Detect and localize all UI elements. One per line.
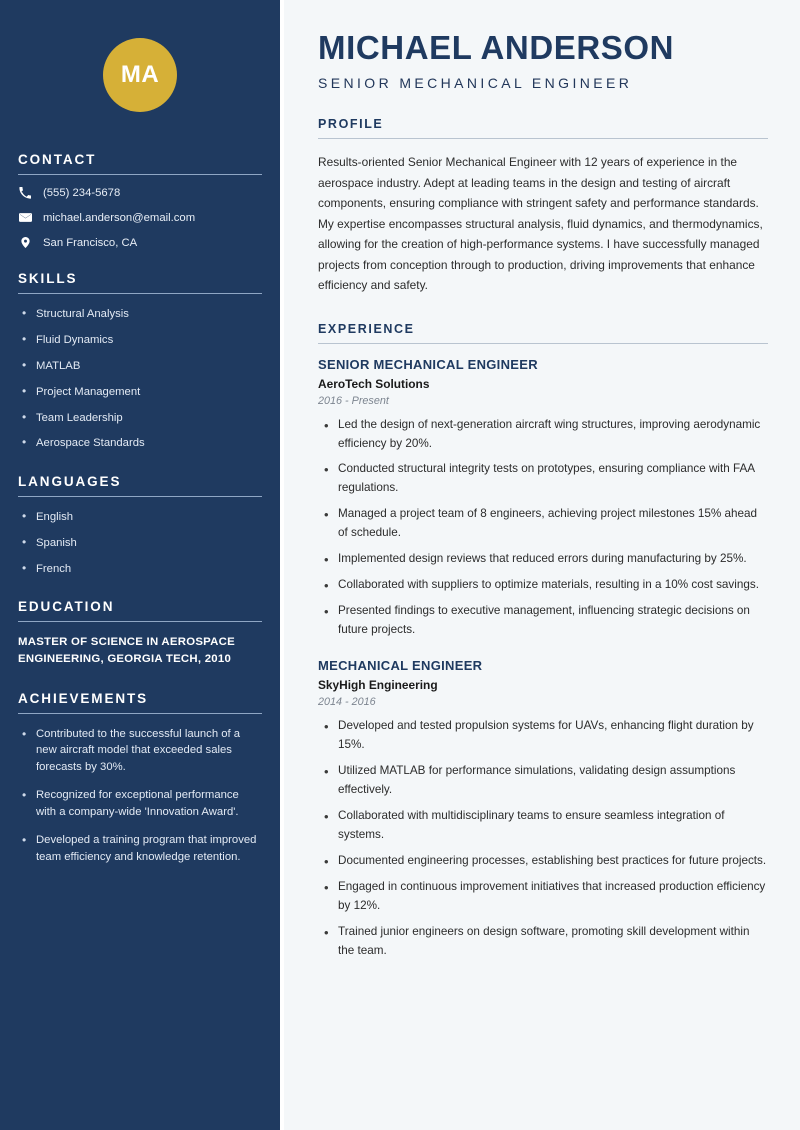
job-dates: 2014 - 2016 [318, 696, 376, 709]
list-item: • Developed a training program that improved team efficiency and knowledge retention. [18, 832, 262, 866]
list-item: • Developed and tested propulsion systems for UAVs, enhancing flight duration by 15%. [318, 717, 768, 755]
achievements-heading: ACHIEVEMENTS [18, 690, 149, 706]
professional-title: SENIOR MECHANICAL ENGINEER [318, 75, 633, 92]
contact-phone-value: (555) 234-5678 [43, 187, 121, 199]
job-company: AeroTech Solutions [318, 376, 430, 391]
contact-location-value: San Francisco, CA [43, 236, 138, 249]
list-item: • Managed a project team of 8 engineers, achieving project milestones 15% ahead of schedule. [318, 505, 768, 543]
section-divider [18, 293, 262, 294]
list-item: • Conducted structural integrity tests on prototypes, ensuring compliance with FAA regulations. [318, 460, 768, 498]
list-item: • Trained junior engineers on design software, promoting skill development within the team. [318, 923, 768, 961]
experience-entry [318, 357, 768, 407]
list-item: • Collaborated with multidisciplinary teams to ensure seamless integration of systems. [318, 807, 768, 845]
phone-icon [18, 187, 32, 199]
list-item: • MATLAB [18, 358, 262, 374]
list-item: • Structural Analysis [18, 306, 262, 322]
education-heading: EDUCATION [18, 598, 115, 614]
languages-heading: LANGUAGES [18, 473, 122, 489]
profile-text: Results-oriented Senior Mechanical Engineer with 12 years of experience in the aerospace industry. Adept at leading teams in the design and testing of aircraft components, ensuring compliance with stringent safety and performance standards. My expertise encompasses structural analysis, fluid dynamics, and thermodynamics, allowing for the creation of high-performance systems. I have successfully managed projects from conception through to production, driving improvements that enhance efficiency and safety. [318, 155, 763, 293]
job-bullet-list [318, 717, 768, 960]
section-divider [318, 343, 768, 344]
list-item: • French [18, 561, 262, 577]
job-dates: 2016 - Present [318, 394, 389, 407]
main-content [280, 0, 800, 1130]
contact-row-phone[interactable] [18, 187, 262, 199]
list-item: • Led the design of next-generation aircraft wing structures, improving aerodynamic efficiency by 20%. [318, 416, 768, 454]
location-pin-icon [18, 236, 32, 249]
list-item: • Team Leadership [18, 410, 262, 426]
avatar: MA [103, 38, 177, 112]
list-item: • Recognized for exceptional performance with a company-wide 'Innovation Award'. [18, 787, 262, 821]
skills-heading: SKILLS [18, 271, 78, 286]
section-experience [318, 322, 768, 961]
contact-email-value: michael.anderson@email.com [43, 211, 196, 224]
list-item: • Aerospace Standards [18, 435, 262, 451]
sidebar [0, 0, 280, 1130]
contact-row-location[interactable] [18, 236, 262, 249]
list-item: • English [18, 509, 262, 525]
job-company: SkyHigh Engineering [318, 678, 438, 693]
list-item: • Engaged in continuous improvement initiatives that increased production efficiency by 12%. [318, 878, 768, 916]
section-divider [18, 713, 262, 714]
sidebar-section-skills [18, 271, 262, 452]
section-divider [318, 138, 768, 139]
sidebar-section-contact [18, 152, 262, 249]
achievements-list [18, 726, 262, 867]
page-title: MICHAEL ANDERSON [318, 29, 675, 66]
envelope-icon [18, 211, 32, 224]
list-item: • Fluid Dynamics [18, 332, 262, 348]
contact-row-email[interactable] [18, 211, 262, 224]
profile-heading: PROFILE [318, 117, 384, 132]
sidebar-section-education [18, 599, 262, 669]
section-profile [318, 117, 768, 295]
list-item: • Contributed to the successful launch of a new aircraft model that exceeded sales forecasts by 30%. [18, 726, 262, 777]
sidebar-section-achievements [18, 691, 262, 867]
experience-heading: EXPERIENCE [318, 321, 415, 336]
skills-list [18, 306, 262, 452]
list-item: • Collaborated with suppliers to optimize materials, resulting in a 10% cost savings. [318, 576, 768, 595]
job-bullet-list [318, 416, 768, 641]
experience-entry [318, 658, 768, 708]
section-divider [18, 496, 262, 497]
list-item: • Implemented design reviews that reduced errors during manufacturing by 25%. [318, 550, 768, 569]
job-role: MECHANICAL ENGINEER [318, 658, 483, 674]
education-entry: MASTER OF SCIENCE IN AEROSPACE ENGINEERING, GEORGIA TECH, 2010 [18, 635, 235, 666]
languages-list [18, 509, 262, 577]
section-divider [18, 621, 262, 622]
contact-heading: CONTACT [18, 152, 97, 167]
job-role: SENIOR MECHANICAL ENGINEER [318, 356, 538, 372]
avatar-container [18, 0, 262, 152]
list-item: • Project Management [18, 384, 262, 400]
list-item: • Utilized MATLAB for performance simulations, validating design assumptions effectively. [318, 762, 768, 800]
list-item: • Documented engineering processes, establishing best practices for future projects. [318, 852, 768, 871]
list-item: • Presented findings to executive management, influencing strategic decisions on future projects. [318, 602, 768, 640]
list-item: • Spanish [18, 535, 262, 551]
section-divider [18, 174, 262, 175]
sidebar-section-languages [18, 474, 262, 577]
